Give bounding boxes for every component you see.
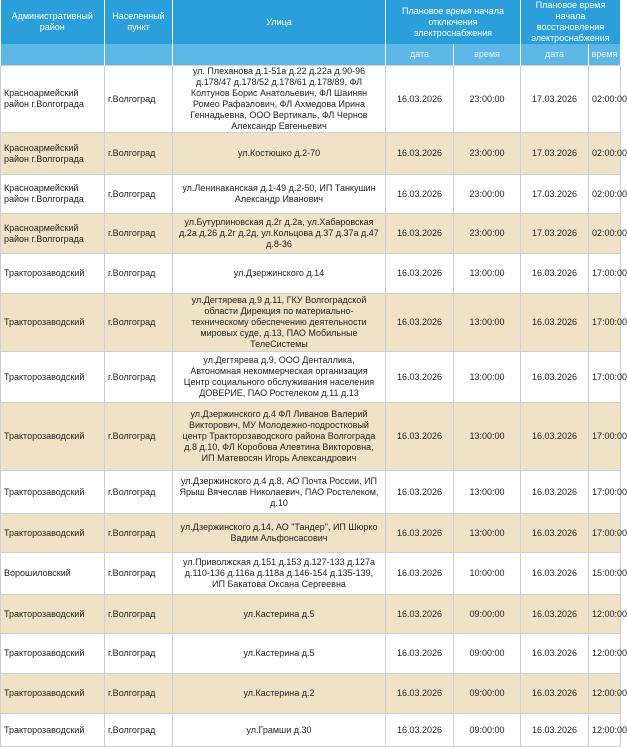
off-time-cell: 13:00:00: [454, 471, 521, 514]
table-row: [1, 352, 621, 403]
table-row: [1, 674, 621, 714]
header-on-time-col: время: [589, 44, 621, 66]
table-row: [1, 553, 621, 595]
off-date-cell: 16.03.2026: [386, 254, 454, 294]
locality-cell: г.Волгоград: [105, 352, 173, 403]
district-cell: Тракторозаводский: [1, 294, 105, 352]
on-date-cell: 16.03.2026: [521, 674, 589, 714]
on-time-cell: 17:00:00: [589, 294, 621, 352]
off-date-cell: 16.03.2026: [386, 714, 454, 747]
header-restore-time: Плановое время начала восстановления электроснабжения: [521, 0, 621, 44]
off-date-cell: 16.03.2026: [386, 133, 454, 175]
district-cell: Тракторозаводский: [1, 254, 105, 294]
on-date-cell: 16.03.2026: [521, 595, 589, 634]
locality-cell: г.Волгоград: [105, 403, 173, 471]
table-row: [1, 514, 621, 553]
district-cell: Тракторозаводский: [1, 714, 105, 747]
street-cell: ул.Дзержинского д.14: [173, 254, 386, 294]
street-cell: ул.Дегтярева д.9 д.11, ГКУ Волгоградской области Дирекция по материально-техническому обеспечению деятельности мировых суде, д.13, ПАО Мобильные ТелеСистемы: [173, 294, 386, 352]
on-time-cell: 02:00:00: [589, 214, 621, 254]
on-date-cell: 16.03.2026: [521, 471, 589, 514]
table-body: [1, 66, 627, 747]
on-time-cell: 17:00:00: [589, 471, 621, 514]
locality-cell: г.Волгоград: [105, 553, 173, 595]
off-date-cell: 16.03.2026: [386, 352, 454, 403]
street-cell: ул.Кастерина д.5: [173, 595, 386, 634]
street-cell: ул.Ленинаканская д.1-49 д.2-50, ИП Танкушин Александр Иванович: [173, 175, 386, 214]
on-date-cell: 17.03.2026: [521, 66, 589, 133]
locality-cell: г.Волгоград: [105, 714, 173, 747]
table-row: [1, 294, 621, 352]
off-time-cell: 13:00:00: [454, 352, 521, 403]
district-cell: Красноармейский район г.Волгограда: [1, 133, 105, 175]
street-cell: ул.Дзержинского д.4 ФЛ Ливанов Валерий Викторович, МУ Молодежно-подростковый центр Тракторозаводского района Волгограда д.8 д.10, ФЛ Коробова Алевтина Викторовна, ИП Матевосян Игорь Александрович: [173, 403, 386, 471]
table-header: [1, 0, 621, 66]
off-time-cell: 13:00:00: [454, 294, 521, 352]
off-time-cell: 23:00:00: [454, 214, 521, 254]
district-cell: Красноармейский район г.Волгограда: [1, 175, 105, 214]
on-date-cell: 16.03.2026: [521, 352, 589, 403]
off-date-cell: 16.03.2026: [386, 595, 454, 634]
on-time-cell: 12:00:00: [589, 595, 621, 634]
district-cell: Тракторозаводский: [1, 403, 105, 471]
table-row: [1, 66, 621, 133]
district-cell: Тракторозаводский: [1, 352, 105, 403]
on-time-cell: 12:00:00: [589, 714, 621, 747]
off-time-cell: 09:00:00: [454, 674, 521, 714]
district-cell: Тракторозаводский: [1, 471, 105, 514]
street-cell: ул.Кастерина д.2: [173, 674, 386, 714]
locality-cell: г.Волгоград: [105, 595, 173, 634]
district-cell: Красноармейский район г.Волгограда: [1, 66, 105, 133]
on-date-cell: 16.03.2026: [521, 254, 589, 294]
header-empty: [105, 44, 173, 66]
table-row: [1, 133, 621, 175]
locality-cell: г.Волгоград: [105, 674, 173, 714]
on-time-cell: 15:00:00: [589, 553, 621, 595]
on-time-cell: 02:00:00: [589, 133, 621, 175]
district-cell: Тракторозаводский: [1, 595, 105, 634]
district-cell: Ворошиловский: [1, 553, 105, 595]
on-date-cell: 16.03.2026: [521, 634, 589, 674]
locality-cell: г.Волгоград: [105, 133, 173, 175]
on-time-cell: 17:00:00: [589, 352, 621, 403]
district-cell: Тракторозаводский: [1, 514, 105, 553]
locality-cell: г.Волгоград: [105, 514, 173, 553]
table-row: [1, 634, 621, 674]
off-time-cell: 13:00:00: [454, 514, 521, 553]
header-off-date: дата: [386, 44, 454, 66]
off-time-cell: 10:00:00: [454, 553, 521, 595]
table-row: [1, 714, 621, 747]
off-date-cell: 16.03.2026: [386, 514, 454, 553]
street-cell: ул.Кастерина д.5: [173, 634, 386, 674]
header-on-date: дата: [521, 44, 589, 66]
district-cell: Тракторозаводский: [1, 674, 105, 714]
off-date-cell: 16.03.2026: [386, 175, 454, 214]
header-empty: [173, 44, 386, 66]
district-cell: Тракторозаводский: [1, 634, 105, 674]
street-cell: ул.Грамши д.30: [173, 714, 386, 747]
header-empty: [1, 44, 105, 66]
off-date-cell: 16.03.2026: [386, 66, 454, 133]
on-date-cell: 16.03.2026: [521, 714, 589, 747]
header-off-time-col: время: [454, 44, 521, 66]
table-row: [1, 175, 621, 214]
locality-cell: г.Волгоград: [105, 471, 173, 514]
header-district: Административный район: [1, 0, 105, 44]
header-off-time: Плановое время начала отключения электроснабжения: [386, 0, 521, 44]
on-date-cell: 16.03.2026: [521, 514, 589, 553]
locality-cell: г.Волгоград: [105, 214, 173, 254]
header-street: Улица: [173, 0, 386, 44]
street-cell: ул.Дзержинского д.14, АО "Тандер", ИП Шюрко Вадим Альфонсасович: [173, 514, 386, 553]
table-row: [1, 595, 621, 634]
off-date-cell: 16.03.2026: [386, 403, 454, 471]
on-time-cell: 17:00:00: [589, 254, 621, 294]
header-locality: Населенный пункт: [105, 0, 173, 44]
on-time-cell: 17:00:00: [589, 403, 621, 471]
off-time-cell: 13:00:00: [454, 254, 521, 294]
street-cell: ул.Бутурлиновская д.2г д.2а, ул.Хабаровская д.2а д.26 д.2г д.2д, ул.Кольцова д.37 д.37а д.47 д.8-36: [173, 214, 386, 254]
street-cell: ул.Дегтярева д.9, ООО Денталлика, Автономная некоммерческая организация Центр социального обслуживания населения ДОВЕРИЕ, ПАО Ростелеком д.11 д.13: [173, 352, 386, 403]
off-time-cell: 23:00:00: [454, 133, 521, 175]
locality-cell: г.Волгоград: [105, 254, 173, 294]
on-date-cell: 16.03.2026: [521, 403, 589, 471]
street-cell: ул.Костюшко д.2-70: [173, 133, 386, 175]
on-date-cell: 17.03.2026: [521, 133, 589, 175]
on-date-cell: 17.03.2026: [521, 175, 589, 214]
table-row: [1, 254, 621, 294]
locality-cell: г.Волгоград: [105, 66, 173, 133]
on-date-cell: 16.03.2026: [521, 294, 589, 352]
off-time-cell: 09:00:00: [454, 714, 521, 747]
off-time-cell: 09:00:00: [454, 595, 521, 634]
table-row: [1, 403, 621, 471]
on-time-cell: 02:00:00: [589, 66, 621, 133]
off-date-cell: 16.03.2026: [386, 553, 454, 595]
off-time-cell: 13:00:00: [454, 403, 521, 471]
on-date-cell: 17.03.2026: [521, 214, 589, 254]
district-cell: Красноармейский район г.Волгограда: [1, 214, 105, 254]
off-time-cell: 23:00:00: [454, 175, 521, 214]
off-time-cell: 09:00:00: [454, 634, 521, 674]
table-row: [1, 214, 621, 254]
table-row: [1, 471, 621, 514]
locality-cell: г.Волгоград: [105, 634, 173, 674]
off-date-cell: 16.03.2026: [386, 471, 454, 514]
street-cell: ул.Дзержинского д.4 д.8, АО Почта России, ИП Ярыш Вячеслав Николаевич, ПАО Ростелеком, д.10: [173, 471, 386, 514]
street-cell: ул. Плеханова д.1-51а д.22 д.22а д.90-96 д.178/47 д.178/52 д.178/61 д.178/89, ФЛ Колтунов Борис Анатольевич, ФЛ Шаинян Ромео Рафаэлович, ФЛ Ахмедова Ирина Геннадьевна, ООО Вертикаль, ФЛ Чернов Александр Евгеньевич: [173, 66, 386, 133]
on-date-cell: 16.03.2026: [521, 553, 589, 595]
on-time-cell: 12:00:00: [589, 634, 621, 674]
off-date-cell: 16.03.2026: [386, 294, 454, 352]
on-time-cell: 02:00:00: [589, 175, 621, 214]
on-time-cell: 12:00:00: [589, 674, 621, 714]
street-cell: ул.Приволжская д.151 д.153 д.127-133 д.127а д.110-136 д.116а д.118а д.146-154 д.135-139, ИП Бакатова Оксана Сергеевна: [173, 553, 386, 595]
off-date-cell: 16.03.2026: [386, 214, 454, 254]
off-date-cell: 16.03.2026: [386, 634, 454, 674]
locality-cell: г.Волгоград: [105, 294, 173, 352]
locality-cell: г.Волгоград: [105, 175, 173, 214]
off-date-cell: 16.03.2026: [386, 674, 454, 714]
on-time-cell: 17:00:00: [589, 514, 621, 553]
off-time-cell: 23:00:00: [454, 66, 521, 133]
